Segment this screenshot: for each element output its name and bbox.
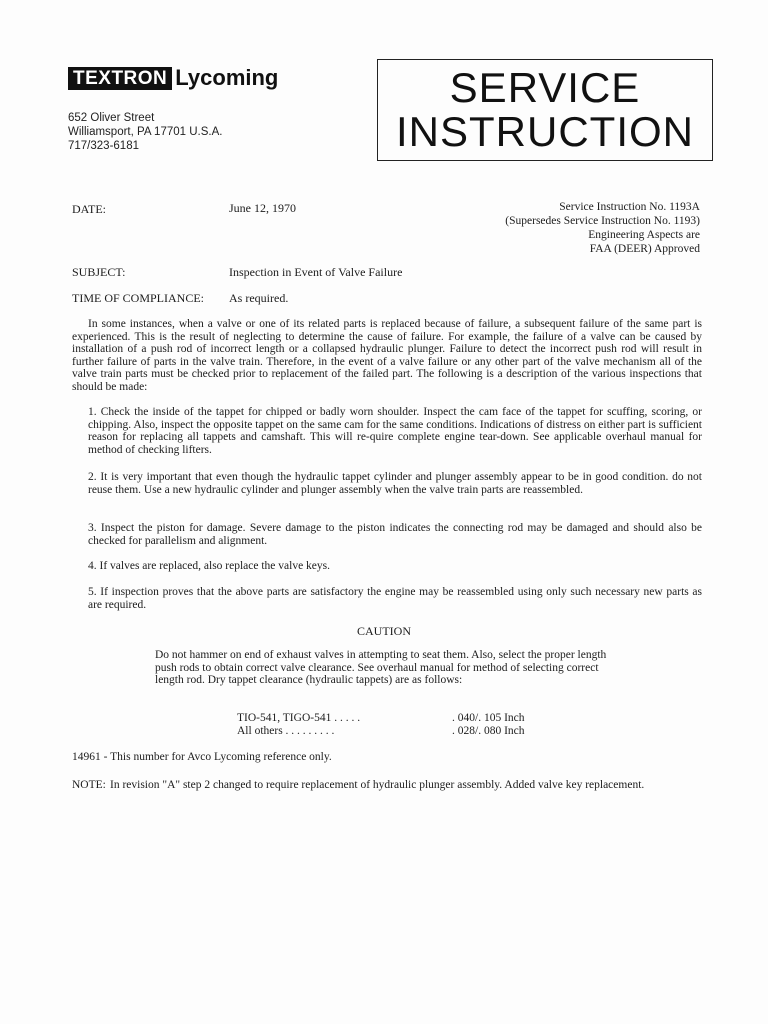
revision-note <box>72 779 712 792</box>
subject-value: Inspection in Event of Valve Failure <box>229 265 403 279</box>
inspection-item-2: 2. It is very important that even though the hydraulic tappet cylinder and plunger assembly appear to be in good condition. do not reuse them. Use a new hydraulic cylinder and plunger assembly when the valve train parts are reassembled. <box>88 471 702 496</box>
note-text: In revision "A" step 2 changed to require replacement of hydraulic plunger assembly. Added valve key replacement. <box>110 779 645 791</box>
service-instruction-info <box>505 200 700 256</box>
inspection-item-5: 5. If inspection proves that the above parts are satisfactory the engine may be reassembled using only such necessary new parts as are required. <box>88 586 702 611</box>
caution-heading: CAUTION <box>357 624 411 638</box>
logo-brand: TEXTRON <box>68 67 172 90</box>
engine-model: TIO-541, TIGO-541 . . . . . <box>237 712 361 724</box>
logo-name: Lycoming <box>175 65 279 90</box>
intro-paragraph: In some instances, when a valve or one of its related parts is replaced because of failure, a subsequent failure of the same part is experienced. This is the result of neglecting to determine the cause of failure. For example, the failure of a valve can be caused by installation of a push rod of incorrect length or a collapsed hydraulic plunger. Failure to detect the incorrect push rod will result in further failure of parts in the valve train. Therefore, in the event of a valve failure or any other part of the valve mechanism all of the valve train parts must be checked prior to replacement of the failed part. The following is a description of the various inspections that should be made: <box>72 318 702 393</box>
inspection-item-3: 3. Inspect the piston for damage. Severe damage to the piston indicates the connecting rod may be damaged and should also be checked for parallelism and alignment. <box>88 522 702 547</box>
si-line: Engineering Aspects are <box>588 229 700 241</box>
date-value: June 12, 1970 <box>229 201 296 215</box>
date-label: DATE: <box>72 202 106 216</box>
compliance-value: As required. <box>229 291 289 305</box>
si-line: Service Instruction No. 1193A <box>559 201 700 213</box>
document-title-box <box>377 59 713 161</box>
address-line: Williamsport, PA 17701 U.S.A. <box>68 126 223 138</box>
compliance-label: TIME OF COMPLIANCE: <box>72 291 205 305</box>
clearance-value: . 040/. 105 Inch <box>452 712 525 724</box>
clearance-value: . 028/. 080 Inch <box>452 725 525 737</box>
address-line: 652 Oliver Street <box>68 112 155 124</box>
engine-model: All others . . . . . . . . . <box>237 725 335 737</box>
si-line: FAA (DEER) Approved <box>589 243 700 255</box>
inspection-item-4: 4. If valves are replaced, also replace the valve keys. <box>88 560 331 572</box>
clearance-spec-row <box>237 725 537 737</box>
reference-number: 14961 - This number for Avco Lycoming reference only. <box>72 751 332 763</box>
company-address <box>68 111 222 153</box>
title-line-2: INSTRUCTION <box>396 108 694 155</box>
note-label: NOTE: <box>72 779 106 791</box>
company-logo <box>68 66 278 90</box>
si-line: (Supersedes Service Instruction No. 1193) <box>505 215 700 227</box>
caution-text: Do not hammer on end of exhaust valves in attempting to seat them. Also, select the proper length push rods to obtain correct valve clearance. See overhaul manual for method of selecting correct length rod. Dry tappet clearance (hydraulic tappets) are as follows: <box>155 649 607 686</box>
subject-label: SUBJECT: <box>72 265 126 279</box>
clearance-spec-row <box>237 712 537 724</box>
inspection-item-1: 1. Check the inside of the tappet for chipped or badly worn shoulder. Inspect the cam face of the tappet for scuffing, scoring, or chipping. Also, inspect the opposite tappet on the same cam for the same conditions. Indications of distress on either part is sufficient reason for replacing all tappets and camshaft. This will re-quire complete engine tear-down. See applicable overhaul manual for method of checking lifters. <box>88 406 702 456</box>
address-line: 717/323-6181 <box>68 140 139 152</box>
title-line-1: SERVICE <box>449 64 641 111</box>
